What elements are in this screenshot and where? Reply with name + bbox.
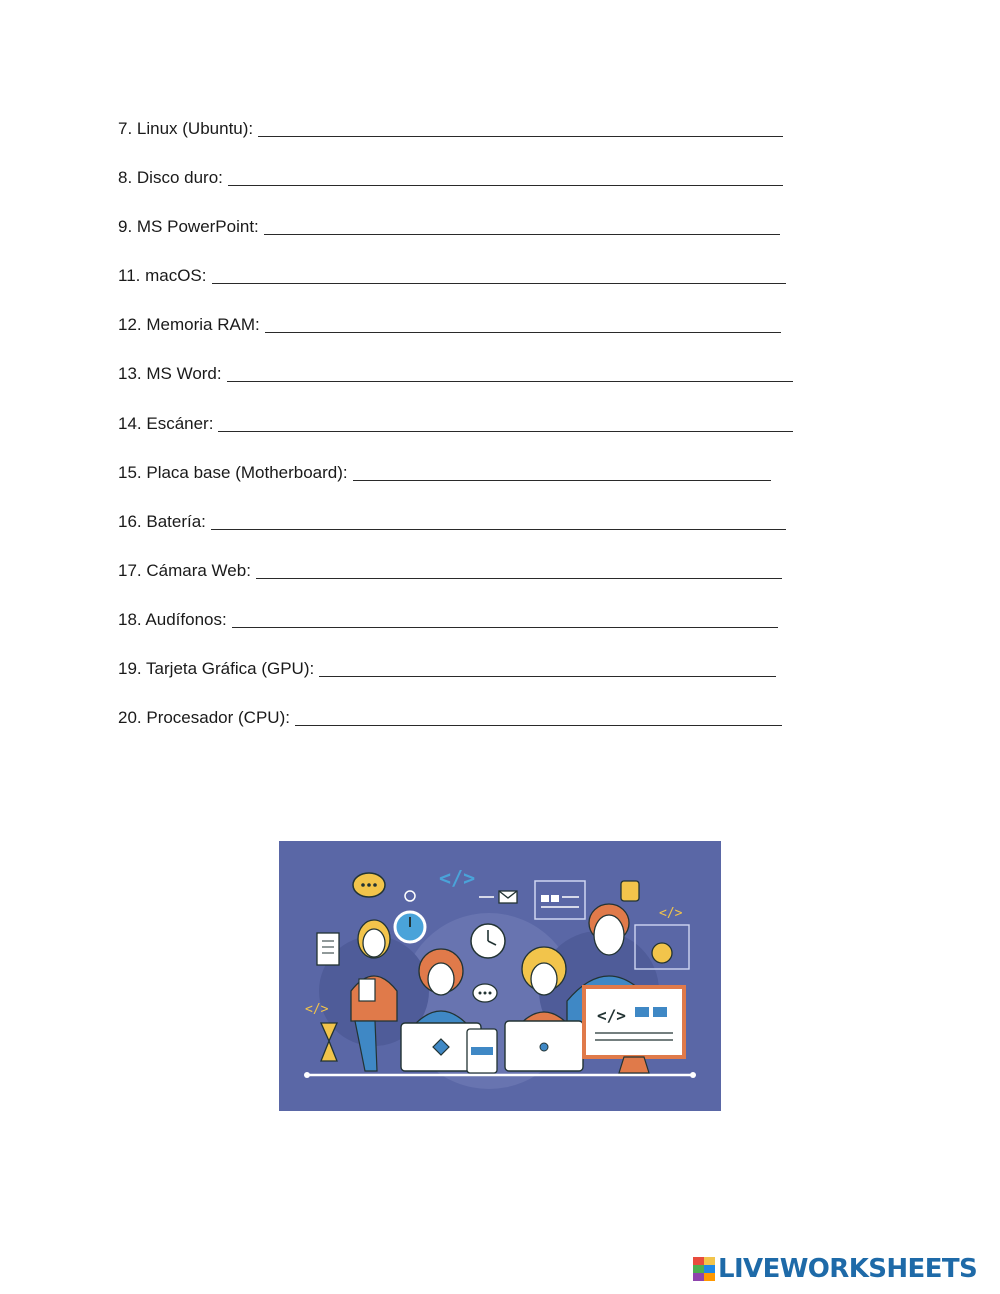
- question-label: 7. Linux (Ubuntu):: [118, 119, 254, 138]
- answer-field[interactable]: [319, 656, 776, 677]
- speech-bubble-icon: [473, 984, 497, 1002]
- answer-field[interactable]: [218, 411, 793, 432]
- phone-device: [467, 1029, 497, 1073]
- question-item: [118, 263, 818, 312]
- answer-field[interactable]: [232, 607, 778, 628]
- question-label: 16. Batería:: [118, 511, 206, 531]
- answer-field[interactable]: [227, 361, 793, 382]
- answer-field[interactable]: [211, 509, 786, 530]
- question-label: 13. MS Word:: [118, 364, 222, 384]
- answer-field[interactable]: [228, 165, 783, 186]
- question-item: [118, 214, 818, 263]
- question-item: [118, 312, 818, 361]
- answer-field[interactable]: [353, 460, 771, 481]
- question-item: [118, 656, 818, 705]
- answer-field[interactable]: [256, 558, 782, 579]
- answer-field[interactable]: [258, 116, 783, 137]
- question-item: [118, 509, 818, 558]
- question-label: 9. MS PowerPoint:: [118, 217, 259, 237]
- question-list: [118, 116, 818, 754]
- thumbs-up-icon: [621, 881, 639, 901]
- question-item: [118, 705, 818, 754]
- question-item: [118, 361, 818, 410]
- question-label: 11. macOS:: [118, 266, 207, 286]
- team-working-illustration: [279, 841, 721, 1111]
- question-label: 8. Disco duro:: [118, 168, 223, 188]
- question-label: 14. Escáner:: [118, 413, 214, 433]
- question-item: [118, 165, 818, 214]
- question-item: [118, 607, 818, 656]
- question-item: [118, 558, 818, 607]
- code-tag-icon: </>: [439, 866, 476, 890]
- question-item: [118, 411, 818, 460]
- question-label: 15. Placa base (Motherboard):: [118, 462, 348, 482]
- answer-field[interactable]: [265, 312, 781, 333]
- laptop-right: [505, 1021, 583, 1071]
- question-item: [118, 116, 818, 165]
- liveworksheets-branding: [693, 1254, 977, 1284]
- question-item: [118, 460, 818, 509]
- liveworksheets-logo-icon: [693, 1257, 715, 1281]
- brand-name: LIVEWORKSHEETS: [718, 1254, 978, 1284]
- answer-field[interactable]: [264, 214, 780, 235]
- clock-icon: [471, 924, 505, 958]
- question-label: 20. Procesador (CPU):: [118, 708, 290, 728]
- question-label: 18. Audífonos:: [118, 609, 227, 629]
- question-label: 19. Tarjeta Gráfica (GPU):: [118, 659, 315, 679]
- code-tag-icon-left: </>: [305, 1002, 329, 1017]
- question-label: 17. Cámara Web:: [118, 560, 251, 580]
- code-tag-icon-small: </>: [659, 906, 683, 921]
- answer-field[interactable]: [295, 705, 782, 726]
- question-label: 12. Memoria RAM:: [118, 315, 260, 335]
- chat-bubble-icon: [353, 873, 385, 897]
- answer-field[interactable]: [212, 263, 786, 284]
- document-icon: [317, 933, 339, 965]
- svg-text:</>: </>: [597, 1006, 626, 1025]
